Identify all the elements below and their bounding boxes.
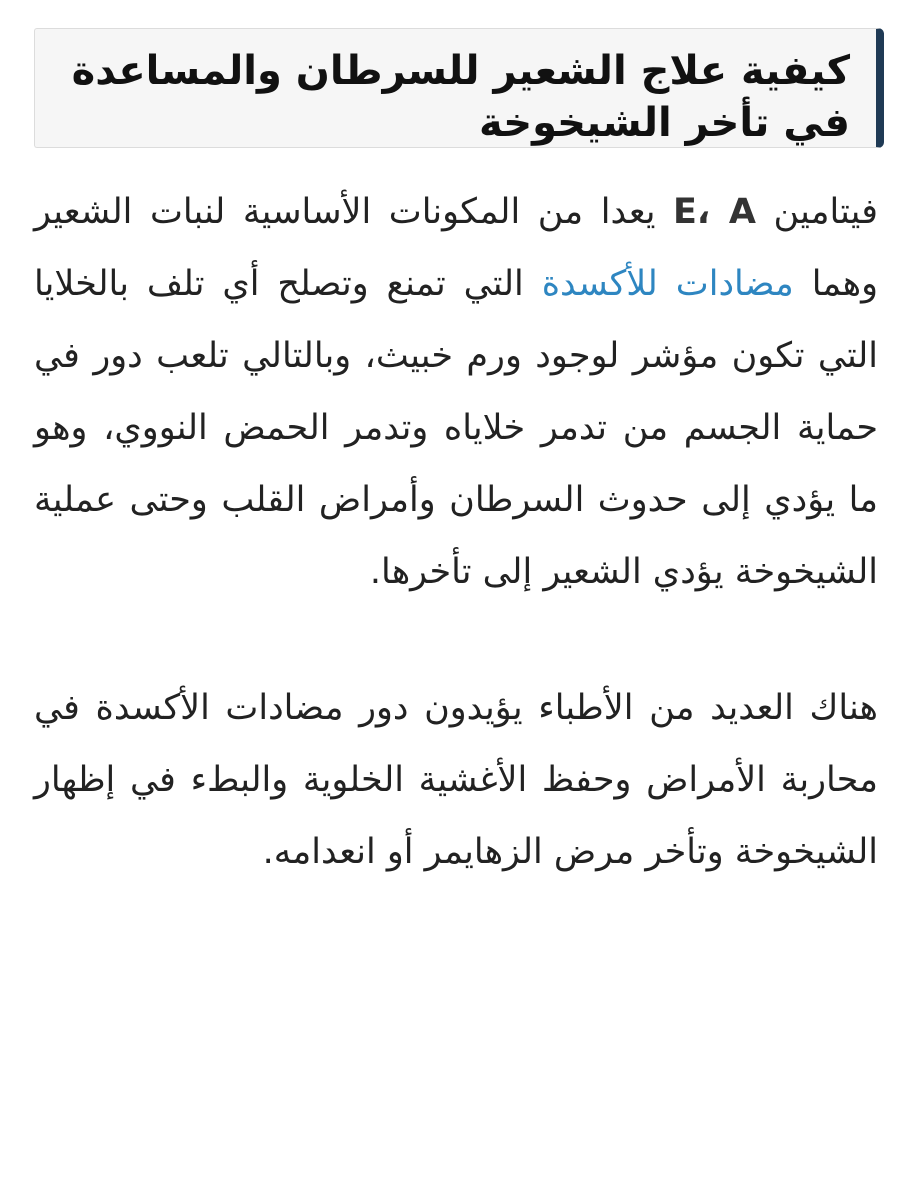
paragraph-text: فيتامين (755, 192, 878, 232)
antioxidants-link[interactable]: مضادات للأكسدة (541, 264, 794, 304)
article-content (34, 28, 884, 888)
section-heading: كيفية علاج الشعير للسرطان والمساعدة في تأخر الشيخوخة (71, 48, 850, 146)
paragraph-vitamins (34, 176, 884, 608)
vitamin-names: E، A (673, 192, 756, 232)
paragraph-text: يعدا من المكونات الأساسية لنبات الشعير وهما (34, 192, 879, 304)
paragraph-text: التي تمنع وتصلح أي تلف بالخلايا التي تكون مؤشر لوجود ورم خبيث، وبالتالي تلعب دور في حماية الجسم من تدمر خلاياه وتدمر الحمض النووي، وهو ما يؤدي إلى حدوث السرطان وأمراض القلب وحتى عملية الشيخوخة يؤدي الشعير إلى تأخرها. (34, 264, 878, 592)
section-heading-box (34, 28, 884, 148)
paragraph-doctors: هناك العديد من الأطباء يؤيدون دور مضادات الأكسدة في محاربة الأمراض وحفظ الأغشية الخلوية والبطء في إظهار الشيخوخة وتأخر مرض الزهايمر أو انعدامه. (34, 688, 878, 872)
